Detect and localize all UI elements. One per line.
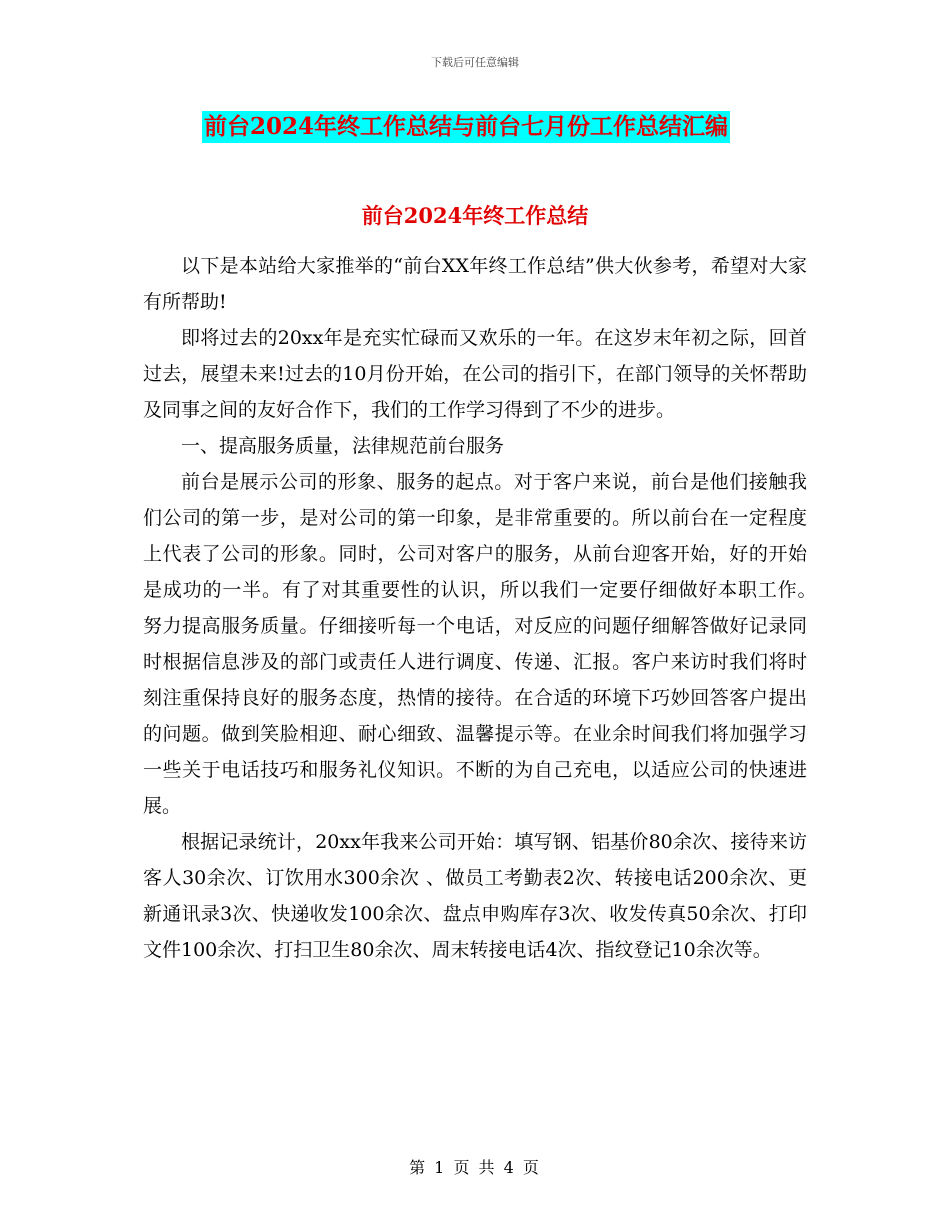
page-footer: 第 1 页 共 4 页 (409, 1158, 541, 1177)
paragraph-review: 即将过去的20xx年是充实忙碌而又欢乐的一年。在这岁末年初之际，回首过去，展望未来!过去的10月份开始，在公司的指引下，在部门领导的关怀帮助及同事之间的友好合作下，我们的工作学习得到了不少的进步。 (143, 327, 807, 421)
section-title: 前台2024年终工作总结 (361, 203, 589, 228)
header-note: 下载后可任意编辑 (431, 56, 519, 69)
body-text (143, 248, 827, 968)
paragraph-statistics: 根据记录统计，20xx年我来公司开始：填写钢、铝基价80余次、接待来访客人30余次、订饮用水300余次 、做员工考勤表2次、转接电话200余次、更新通讯录3次、快递收发100余次、盘点申购库存3次、收发传真50余次、打印文件100余次、打扫卫生80余次、周末转接电话4次、指纹登记10余次等。 (143, 831, 807, 961)
paragraph-service: 前台是展示公司的形象、服务的起点。对于客户来说，前台是他们接触我们公司的第一步，是对公司的第一印象，是非常重要的。所以前台在一定程度上代表了公司的形象。同时，公司对客户的服务，从前台迎客开始，好的开始是成功的一半。有了对其重要性的认识，所以我们一定要仔细做好本职工作。 努力提高服务质量。仔细接听每一个电话，对反应的问题仔细解答做好记录同时根据信息涉及的部门或责任人进行调度、传递、汇报。客户来访时我们将时刻注重保持良好的服务态度，热情的接待。在合适的环境下巧妙回答客户提出的问题。做到笑脸相迎、耐心细致、温馨提示等。在业余时间我们将加强学习一些关于电话技巧和服务礼仪知识。不断的为自己充电，以适应公司的快速进展。 (143, 471, 827, 817)
paragraph-intro: 以下是本站给大家推举的“前台XX年终工作总结”供大伙参考，希望对大家有所帮助! (143, 255, 807, 313)
document-title: 前台2024年终工作总结与前台七月份工作总结汇编 (202, 111, 730, 143)
paragraph-heading-1: 一、提高服务质量，法律规范前台服务 (181, 435, 505, 457)
